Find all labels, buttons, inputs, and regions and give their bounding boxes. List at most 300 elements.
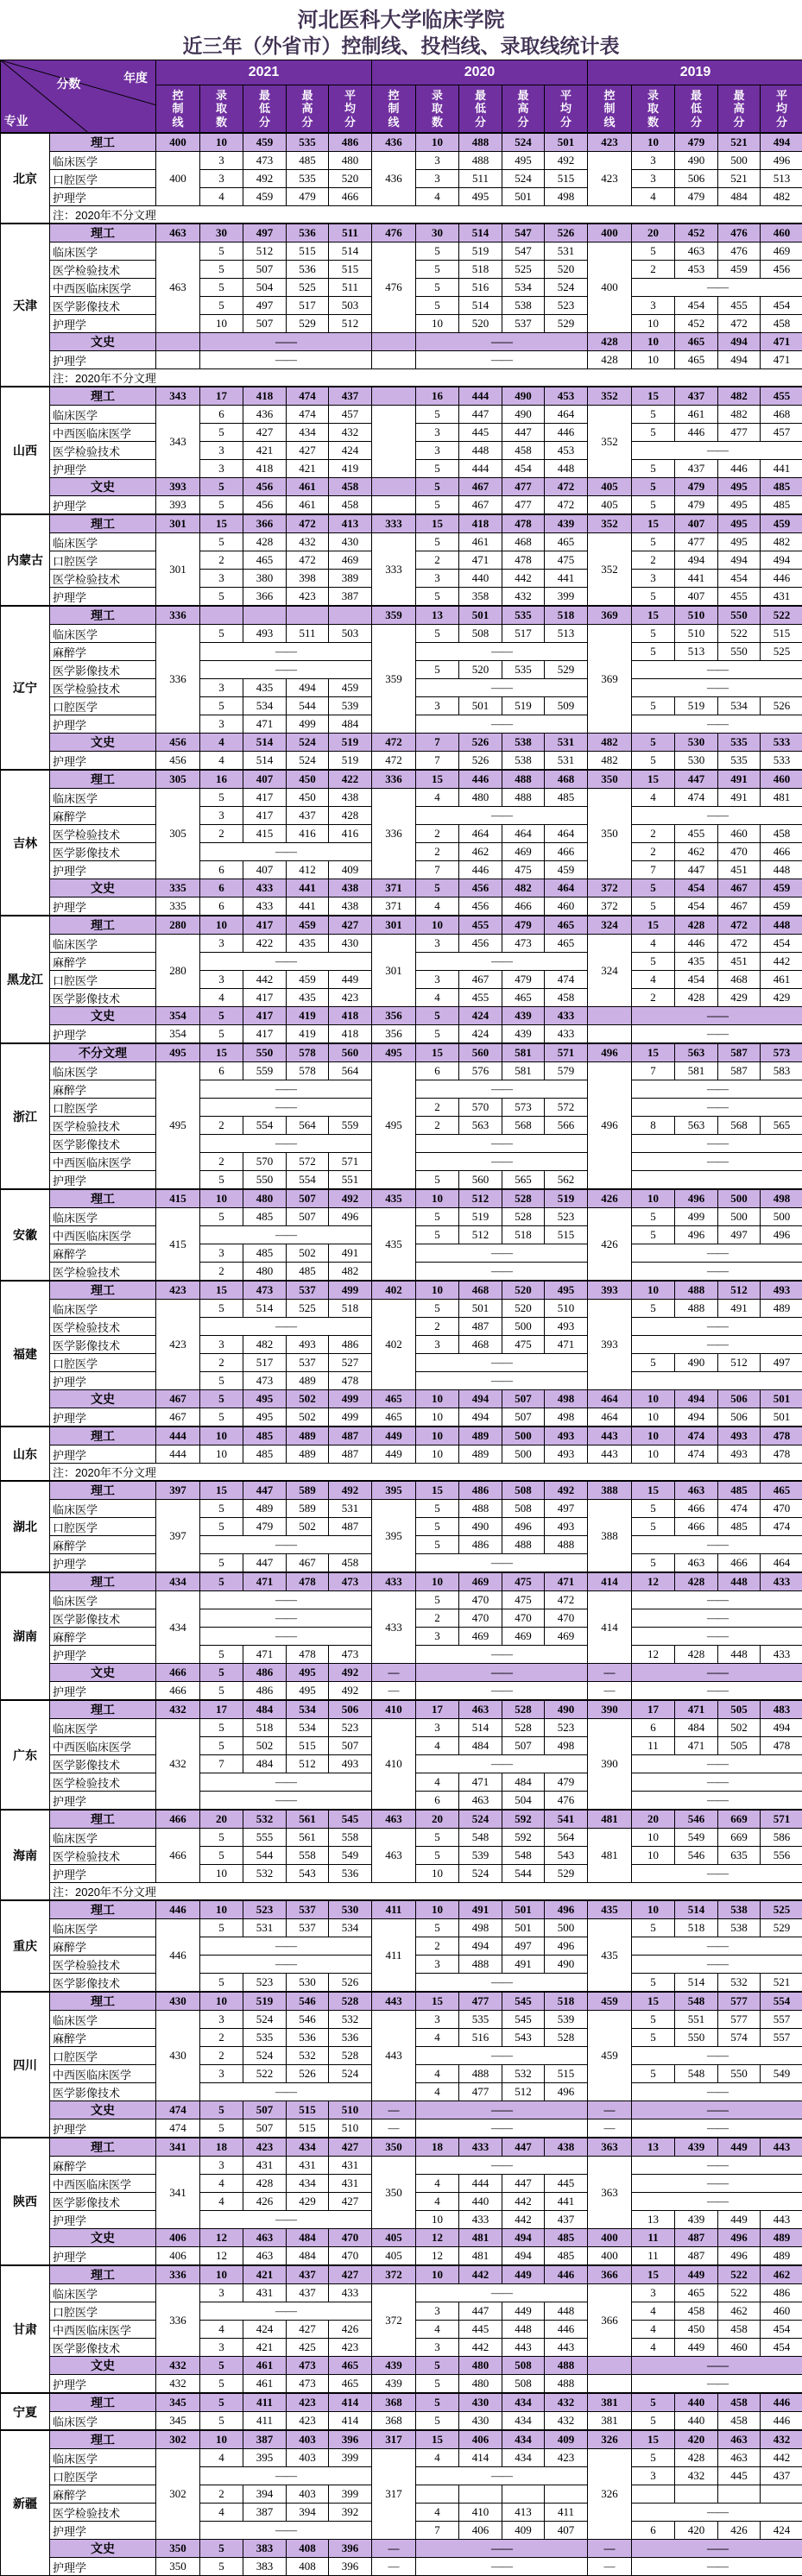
control-line-cell: 400 bbox=[156, 152, 200, 206]
score-cell: 421 bbox=[243, 2339, 287, 2357]
score-cell: 474 bbox=[675, 1445, 718, 1464]
score-cell: 480 bbox=[329, 152, 372, 170]
major-label-cell: 麻醉学 bbox=[50, 807, 156, 825]
admit-count-cell: 3 bbox=[200, 152, 243, 170]
score-cell: 537 bbox=[287, 1919, 329, 1937]
score-cell: 465 bbox=[675, 351, 718, 369]
score-cell: 510 bbox=[329, 2101, 372, 2119]
section-header-cell: 理工 bbox=[50, 770, 156, 789]
empty-cell bbox=[243, 606, 287, 625]
province-cell: 天津 bbox=[1, 224, 50, 387]
major-label-cell: 护理学 bbox=[50, 2558, 156, 2576]
control-line-cell: 317 bbox=[372, 2449, 416, 2540]
control-line-cell: 432 bbox=[156, 2357, 200, 2375]
control-line-cell bbox=[372, 387, 416, 406]
score-cell: 550 bbox=[718, 643, 761, 661]
major-label-cell: 临床医学 bbox=[50, 152, 156, 170]
score-cell: 499 bbox=[287, 715, 329, 734]
no-data-cell: —— bbox=[416, 1682, 588, 1701]
control-line-cell: — bbox=[372, 1664, 416, 1682]
score-cell: 427 bbox=[329, 2193, 372, 2211]
control-line-cell: 368 bbox=[372, 2412, 416, 2431]
admit-count-cell: 3 bbox=[200, 2011, 243, 2029]
score-cell: 472 bbox=[287, 514, 329, 533]
admit-count-cell: 10 bbox=[200, 1865, 243, 1883]
score-cell: 480 bbox=[459, 2357, 502, 2375]
score-cell: 565 bbox=[761, 1117, 802, 1135]
admit-count-cell: 5 bbox=[200, 242, 243, 261]
admit-count-cell: 11 bbox=[632, 2229, 675, 2247]
score-cell: 469 bbox=[502, 843, 545, 861]
score-cell: 534 bbox=[287, 1719, 329, 1737]
control-line-cell: 301 bbox=[156, 514, 200, 533]
score-cell: 557 bbox=[761, 2011, 802, 2029]
score-cell: 534 bbox=[329, 1919, 372, 1937]
score-cell: 470 bbox=[329, 2247, 372, 2266]
score-cell: 499 bbox=[675, 1208, 718, 1226]
score-cell: 545 bbox=[502, 1992, 545, 2011]
control-line-cell: 481 bbox=[588, 1829, 632, 1883]
score-cell: 493 bbox=[243, 625, 287, 643]
control-line-cell: 436 bbox=[372, 152, 416, 206]
admit-count-cell: 3 bbox=[416, 1719, 459, 1737]
score-cell: 471 bbox=[675, 1700, 718, 1719]
score-cell: 477 bbox=[502, 478, 545, 496]
admit-count-cell: 2 bbox=[416, 1318, 459, 1336]
score-cell: 468 bbox=[718, 971, 761, 989]
admit-count-cell: 12 bbox=[632, 1646, 675, 1664]
section-header-cell: 文史 bbox=[50, 1007, 156, 1025]
score-cell: 495 bbox=[502, 152, 545, 170]
score-cell: 519 bbox=[459, 242, 502, 261]
score-cell: 427 bbox=[287, 2321, 329, 2339]
major-label-cell: 护理学 bbox=[50, 1792, 156, 1811]
score-cell: 485 bbox=[243, 1208, 287, 1226]
control-line-cell: 359 bbox=[372, 606, 416, 625]
score-cell: 669 bbox=[718, 1829, 761, 1847]
score-cell: 440 bbox=[459, 2193, 502, 2211]
score-cell: 468 bbox=[761, 406, 802, 424]
no-data-cell: —— bbox=[200, 1318, 372, 1336]
score-cell: 506 bbox=[718, 1390, 761, 1408]
no-data-cell: —— bbox=[632, 1080, 802, 1099]
score-cell: 488 bbox=[459, 1956, 502, 1974]
score-cell: 438 bbox=[329, 898, 372, 916]
score-cell: 532 bbox=[718, 1974, 761, 1993]
score-cell: 455 bbox=[718, 588, 761, 607]
score-cell: 418 bbox=[459, 514, 502, 533]
score-cell: 520 bbox=[459, 315, 502, 333]
no-data-cell: —— bbox=[416, 2157, 588, 2175]
admit-count-cell: 15 bbox=[632, 1043, 675, 1062]
no-data-cell: —— bbox=[416, 1755, 588, 1773]
control-line-cell: 444 bbox=[156, 1427, 200, 1445]
score-cell: 559 bbox=[329, 1117, 372, 1135]
score-cell: 417 bbox=[243, 807, 287, 825]
admit-count-cell: 3 bbox=[200, 971, 243, 989]
score-cell: 435 bbox=[243, 679, 287, 697]
control-line-cell: 428 bbox=[588, 351, 632, 369]
control-line-cell bbox=[372, 406, 416, 478]
score-cell: 447 bbox=[243, 1554, 287, 1573]
admit-count-cell: 5 bbox=[416, 588, 459, 607]
admit-count-cell: 5 bbox=[416, 279, 459, 297]
score-cell: 478 bbox=[761, 1445, 802, 1464]
no-data-cell: —— bbox=[416, 2540, 588, 2558]
score-cell: 443 bbox=[545, 2339, 588, 2357]
control-line-cell: 359 bbox=[372, 625, 416, 734]
control-line-cell: 432 bbox=[156, 1700, 200, 1719]
control-line-cell: 496 bbox=[588, 1043, 632, 1062]
score-cell: 389 bbox=[329, 570, 372, 588]
metric-header: 录 取 数 bbox=[416, 85, 459, 134]
admit-count-cell: 6 bbox=[200, 879, 243, 898]
score-cell: 494 bbox=[718, 333, 761, 351]
score-cell: 544 bbox=[243, 1847, 287, 1865]
major-label-cell: 临床医学 bbox=[50, 1591, 156, 1609]
admit-count-cell: 7 bbox=[416, 752, 459, 771]
admit-count-cell: 18 bbox=[200, 2138, 243, 2157]
score-cell: 568 bbox=[502, 1117, 545, 1135]
section-header-cell: 理工 bbox=[50, 2393, 156, 2412]
score-cell: 450 bbox=[287, 770, 329, 789]
score-cell: 447 bbox=[502, 424, 545, 442]
control-line-cell: 472 bbox=[372, 734, 416, 752]
score-cell: 423 bbox=[287, 2412, 329, 2431]
score-cell: 465 bbox=[545, 935, 588, 953]
score-cell: 519 bbox=[459, 1208, 502, 1226]
admit-count-cell: 5 bbox=[416, 297, 459, 315]
admit-count-cell: 10 bbox=[632, 1427, 675, 1445]
admit-count-cell: 5 bbox=[416, 1500, 459, 1518]
score-cell: 454 bbox=[675, 898, 718, 916]
score-cell: 454 bbox=[675, 297, 718, 315]
score-cell: 523 bbox=[545, 1719, 588, 1737]
admit-count-cell: 2 bbox=[416, 843, 459, 861]
score-cell: 438 bbox=[329, 879, 372, 898]
score-cell: 504 bbox=[502, 1792, 545, 1811]
score-cell: 518 bbox=[545, 1992, 588, 2011]
control-line-cell: 426 bbox=[588, 1189, 632, 1208]
score-cell: 418 bbox=[243, 387, 287, 406]
score-cell: 454 bbox=[675, 971, 718, 989]
province-cell: 湖北 bbox=[1, 1481, 50, 1572]
control-line-cell: 432 bbox=[156, 1719, 200, 1811]
score-cell: 489 bbox=[287, 1372, 329, 1390]
major-label-cell: 临床医学 bbox=[50, 789, 156, 807]
score-cell: 473 bbox=[287, 2357, 329, 2375]
score-cell: 573 bbox=[502, 1099, 545, 1117]
score-cell: 488 bbox=[675, 1300, 718, 1318]
admit-count-cell: 3 bbox=[416, 935, 459, 953]
score-cell: 417 bbox=[243, 1025, 287, 1044]
score-cell: 522 bbox=[243, 2065, 287, 2083]
score-cell: 434 bbox=[502, 2430, 545, 2449]
control-line-cell: 423 bbox=[588, 152, 632, 206]
score-cell: 487 bbox=[675, 2229, 718, 2247]
admit-count-cell: 4 bbox=[416, 2083, 459, 2101]
score-cell: 468 bbox=[459, 1336, 502, 1354]
score-cell: 486 bbox=[761, 2284, 802, 2302]
admit-count-cell: 4 bbox=[416, 2175, 459, 2193]
no-data-cell: —— bbox=[416, 1554, 588, 1573]
score-cell: 543 bbox=[287, 1865, 329, 1883]
section-header-cell: 理工 bbox=[50, 1481, 156, 1500]
score-cell: 500 bbox=[761, 1208, 802, 1226]
admit-count-cell: 4 bbox=[416, 1737, 459, 1755]
section-header-cell: 理工 bbox=[50, 1281, 156, 1300]
no-data-cell: —— bbox=[416, 1372, 588, 1390]
no-data-cell: —— bbox=[632, 2375, 802, 2394]
score-cell: 496 bbox=[761, 152, 802, 170]
score-cell: 510 bbox=[675, 625, 718, 643]
major-label-cell: 中西医临床医学 bbox=[50, 1737, 156, 1755]
score-cell: 487 bbox=[459, 1318, 502, 1336]
score-cell: 494 bbox=[718, 551, 761, 570]
control-line-cell: 336 bbox=[372, 789, 416, 879]
score-cell: 581 bbox=[675, 1062, 718, 1080]
score-cell: 507 bbox=[243, 315, 287, 333]
section-header-cell: 文史 bbox=[50, 1390, 156, 1408]
score-cell: 423 bbox=[329, 2339, 372, 2357]
score-cell: 485 bbox=[718, 1481, 761, 1500]
score-cell: 429 bbox=[287, 2193, 329, 2211]
control-line-cell: 463 bbox=[372, 1810, 416, 1829]
score-cell: 484 bbox=[243, 1755, 287, 1773]
admit-count-cell: 10 bbox=[416, 1390, 459, 1408]
score-cell: 490 bbox=[502, 406, 545, 424]
score-cell: 535 bbox=[718, 752, 761, 771]
section-header-cell: 文史 bbox=[50, 478, 156, 496]
score-cell: 516 bbox=[459, 2029, 502, 2047]
admit-count-cell: 5 bbox=[416, 242, 459, 261]
admit-count-cell: 5 bbox=[416, 2393, 459, 2412]
admit-count-cell: 5 bbox=[632, 643, 675, 661]
admit-count-cell: 13 bbox=[416, 606, 459, 625]
major-label-cell: 护理学 bbox=[50, 588, 156, 607]
score-cell: 495 bbox=[718, 533, 761, 551]
score-cell: 547 bbox=[502, 224, 545, 242]
admit-count-cell: 3 bbox=[632, 2284, 675, 2302]
score-cell: 475 bbox=[502, 1572, 545, 1591]
score-cell: 635 bbox=[718, 1847, 761, 1865]
score-cell: 502 bbox=[718, 1719, 761, 1737]
score-cell: 437 bbox=[675, 460, 718, 478]
major-label-cell: 口腔医学 bbox=[50, 170, 156, 188]
admit-count-cell: 5 bbox=[632, 496, 675, 515]
score-cell: 486 bbox=[459, 1481, 502, 1500]
score-cell: 502 bbox=[287, 1244, 329, 1263]
score-cell: 507 bbox=[502, 1737, 545, 1755]
score-cell: 465 bbox=[329, 2375, 372, 2394]
admit-count-cell: 20 bbox=[200, 1810, 243, 1829]
admit-count-cell: 10 bbox=[632, 1829, 675, 1847]
score-cell: 471 bbox=[545, 1336, 588, 1354]
score-cell: 445 bbox=[545, 2175, 588, 2193]
score-cell: 494 bbox=[502, 2229, 545, 2247]
score-cell: 471 bbox=[243, 1646, 287, 1664]
score-cell: 528 bbox=[329, 2047, 372, 2065]
score-cell: 486 bbox=[329, 133, 372, 152]
score-cell: 587 bbox=[718, 1062, 761, 1080]
score-cell: 490 bbox=[545, 1700, 588, 1719]
score-cell: 515 bbox=[545, 2065, 588, 2083]
control-line-cell: 406 bbox=[156, 2229, 200, 2247]
admit-count-cell: 5 bbox=[200, 1007, 243, 1025]
admit-count-cell: 5 bbox=[200, 478, 243, 496]
admit-count-cell: 10 bbox=[632, 315, 675, 333]
score-cell: 551 bbox=[675, 2011, 718, 2029]
section-header-cell: 理工 bbox=[50, 1810, 156, 1829]
admit-count-cell: 3 bbox=[200, 679, 243, 697]
score-cell: 417 bbox=[243, 916, 287, 935]
no-data-cell: —— bbox=[632, 715, 802, 734]
score-cell: 461 bbox=[761, 971, 802, 989]
score-cell: 530 bbox=[675, 752, 718, 771]
score-cell: 450 bbox=[287, 789, 329, 807]
major-label-cell: 中西医临床医学 bbox=[50, 279, 156, 297]
score-cell: 455 bbox=[761, 387, 802, 406]
score-cell: 577 bbox=[718, 2011, 761, 2029]
score-cell: 488 bbox=[502, 770, 545, 789]
score-cell: 531 bbox=[545, 242, 588, 261]
control-line-cell: 410 bbox=[372, 1700, 416, 1719]
admit-count-cell: 5 bbox=[632, 2065, 675, 2083]
score-cell: 479 bbox=[502, 971, 545, 989]
control-line-cell: 405 bbox=[588, 496, 632, 515]
admit-count-cell: 5 bbox=[632, 478, 675, 496]
score-cell: 488 bbox=[459, 1500, 502, 1518]
score-cell: 496 bbox=[675, 1189, 718, 1208]
score-cell: 442 bbox=[243, 971, 287, 989]
score-cell: 494 bbox=[459, 1937, 502, 1956]
control-line-cell: 343 bbox=[156, 387, 200, 406]
admit-count-cell: 10 bbox=[200, 133, 243, 152]
admit-count-cell: 5 bbox=[416, 2412, 459, 2431]
metric-header: 最 低 分 bbox=[459, 85, 502, 134]
score-cell: 487 bbox=[329, 1427, 372, 1445]
score-cell: 524 bbox=[502, 170, 545, 188]
control-line-cell: 302 bbox=[156, 2430, 200, 2449]
score-cell: 527 bbox=[329, 1354, 372, 1372]
admit-count-cell: 5 bbox=[200, 1408, 243, 1427]
score-cell: 489 bbox=[761, 2247, 802, 2266]
score-cell: 461 bbox=[243, 2357, 287, 2375]
score-cell: 512 bbox=[287, 1755, 329, 1773]
admit-count-cell: 15 bbox=[416, 1481, 459, 1500]
admit-count-cell: 15 bbox=[632, 514, 675, 533]
admit-count-cell: 2 bbox=[200, 2047, 243, 2065]
admit-count-cell: 2 bbox=[200, 1263, 243, 1282]
no-data-cell: —— bbox=[416, 1153, 588, 1171]
score-cell: 488 bbox=[459, 2065, 502, 2083]
admit-count-cell: 3 bbox=[200, 2157, 243, 2175]
score-cell: 407 bbox=[243, 770, 287, 789]
control-line-cell: 435 bbox=[588, 1919, 632, 1993]
admit-count-cell: 6 bbox=[200, 406, 243, 424]
score-cell: 512 bbox=[243, 242, 287, 261]
admit-count-cell: 5 bbox=[416, 1591, 459, 1609]
admit-count-cell: 4 bbox=[200, 989, 243, 1007]
control-line-cell: 496 bbox=[588, 1062, 632, 1190]
no-data-cell: —— bbox=[416, 333, 588, 351]
score-cell: 485 bbox=[545, 789, 588, 807]
score-cell: 546 bbox=[675, 1847, 718, 1865]
admit-count-cell: 10 bbox=[200, 1445, 243, 1464]
admit-count-cell: 10 bbox=[416, 1572, 459, 1591]
score-cell: 428 bbox=[675, 2449, 718, 2467]
score-cell: 533 bbox=[761, 734, 802, 752]
score-cell: 479 bbox=[675, 133, 718, 152]
score-cell: 394 bbox=[287, 2504, 329, 2522]
score-cell: 499 bbox=[329, 1281, 372, 1300]
major-label-cell: 麻醉学 bbox=[50, 2029, 156, 2047]
score-cell: 473 bbox=[502, 935, 545, 953]
admit-count-cell: 3 bbox=[416, 170, 459, 188]
metric-header: 录 取 数 bbox=[632, 85, 675, 134]
major-label-cell: 临床医学 bbox=[50, 1829, 156, 1847]
control-line-cell: 400 bbox=[588, 2247, 632, 2266]
score-cell: 484 bbox=[502, 1773, 545, 1792]
control-line-cell: 350 bbox=[588, 770, 632, 789]
score-cell: 530 bbox=[287, 1974, 329, 1993]
control-line-cell: 341 bbox=[156, 2138, 200, 2157]
control-line-cell: 400 bbox=[588, 2229, 632, 2247]
control-line-cell: 414 bbox=[588, 1572, 632, 1591]
score-cell: 459 bbox=[761, 514, 802, 533]
control-line-cell bbox=[156, 351, 200, 369]
score-cell: 470 bbox=[502, 1609, 545, 1628]
metric-header: 平 均 分 bbox=[329, 85, 372, 134]
admit-count-cell: 12 bbox=[416, 2247, 459, 2266]
score-cell: 496 bbox=[761, 1226, 802, 1244]
score-cell: 548 bbox=[675, 1992, 718, 2011]
admit-count-cell: 5 bbox=[632, 406, 675, 424]
score-cell: 463 bbox=[675, 1554, 718, 1573]
major-label-cell: 麻醉学 bbox=[50, 953, 156, 971]
control-line-cell: 405 bbox=[372, 2229, 416, 2247]
admit-count-cell: 5 bbox=[200, 1847, 243, 1865]
score-cell: 535 bbox=[287, 170, 329, 188]
control-line-cell: 336 bbox=[156, 2284, 200, 2357]
score-cell: 423 bbox=[287, 2393, 329, 2412]
score-cell: 545 bbox=[329, 1810, 372, 1829]
empty-cell bbox=[502, 2485, 545, 2504]
score-cell: 489 bbox=[243, 1500, 287, 1518]
score-cell: 494 bbox=[675, 551, 718, 570]
score-cell: 517 bbox=[502, 625, 545, 643]
score-cell: 487 bbox=[675, 2247, 718, 2266]
admit-count-cell: 5 bbox=[632, 752, 675, 771]
no-data-cell: —— bbox=[200, 1609, 372, 1628]
admit-count-cell: 5 bbox=[416, 533, 459, 551]
score-cell: 495 bbox=[243, 1390, 287, 1408]
control-line-cell: 465 bbox=[372, 1390, 416, 1408]
score-cell: 560 bbox=[459, 1043, 502, 1062]
major-label-cell: 医学检验技术 bbox=[50, 1263, 156, 1282]
score-cell: 407 bbox=[675, 514, 718, 533]
metric-header: 平 均 分 bbox=[545, 85, 588, 134]
admit-count-cell: 4 bbox=[416, 1773, 459, 1792]
score-cell: 443 bbox=[502, 2339, 545, 2357]
score-cell: 497 bbox=[243, 224, 287, 242]
score-cell: 454 bbox=[718, 570, 761, 588]
score-cell: 495 bbox=[287, 1682, 329, 1701]
score-cell: 529 bbox=[545, 1865, 588, 1883]
score-cell: 447 bbox=[459, 2302, 502, 2321]
score-cell: 509 bbox=[545, 697, 588, 715]
score-cell: 502 bbox=[243, 1737, 287, 1755]
